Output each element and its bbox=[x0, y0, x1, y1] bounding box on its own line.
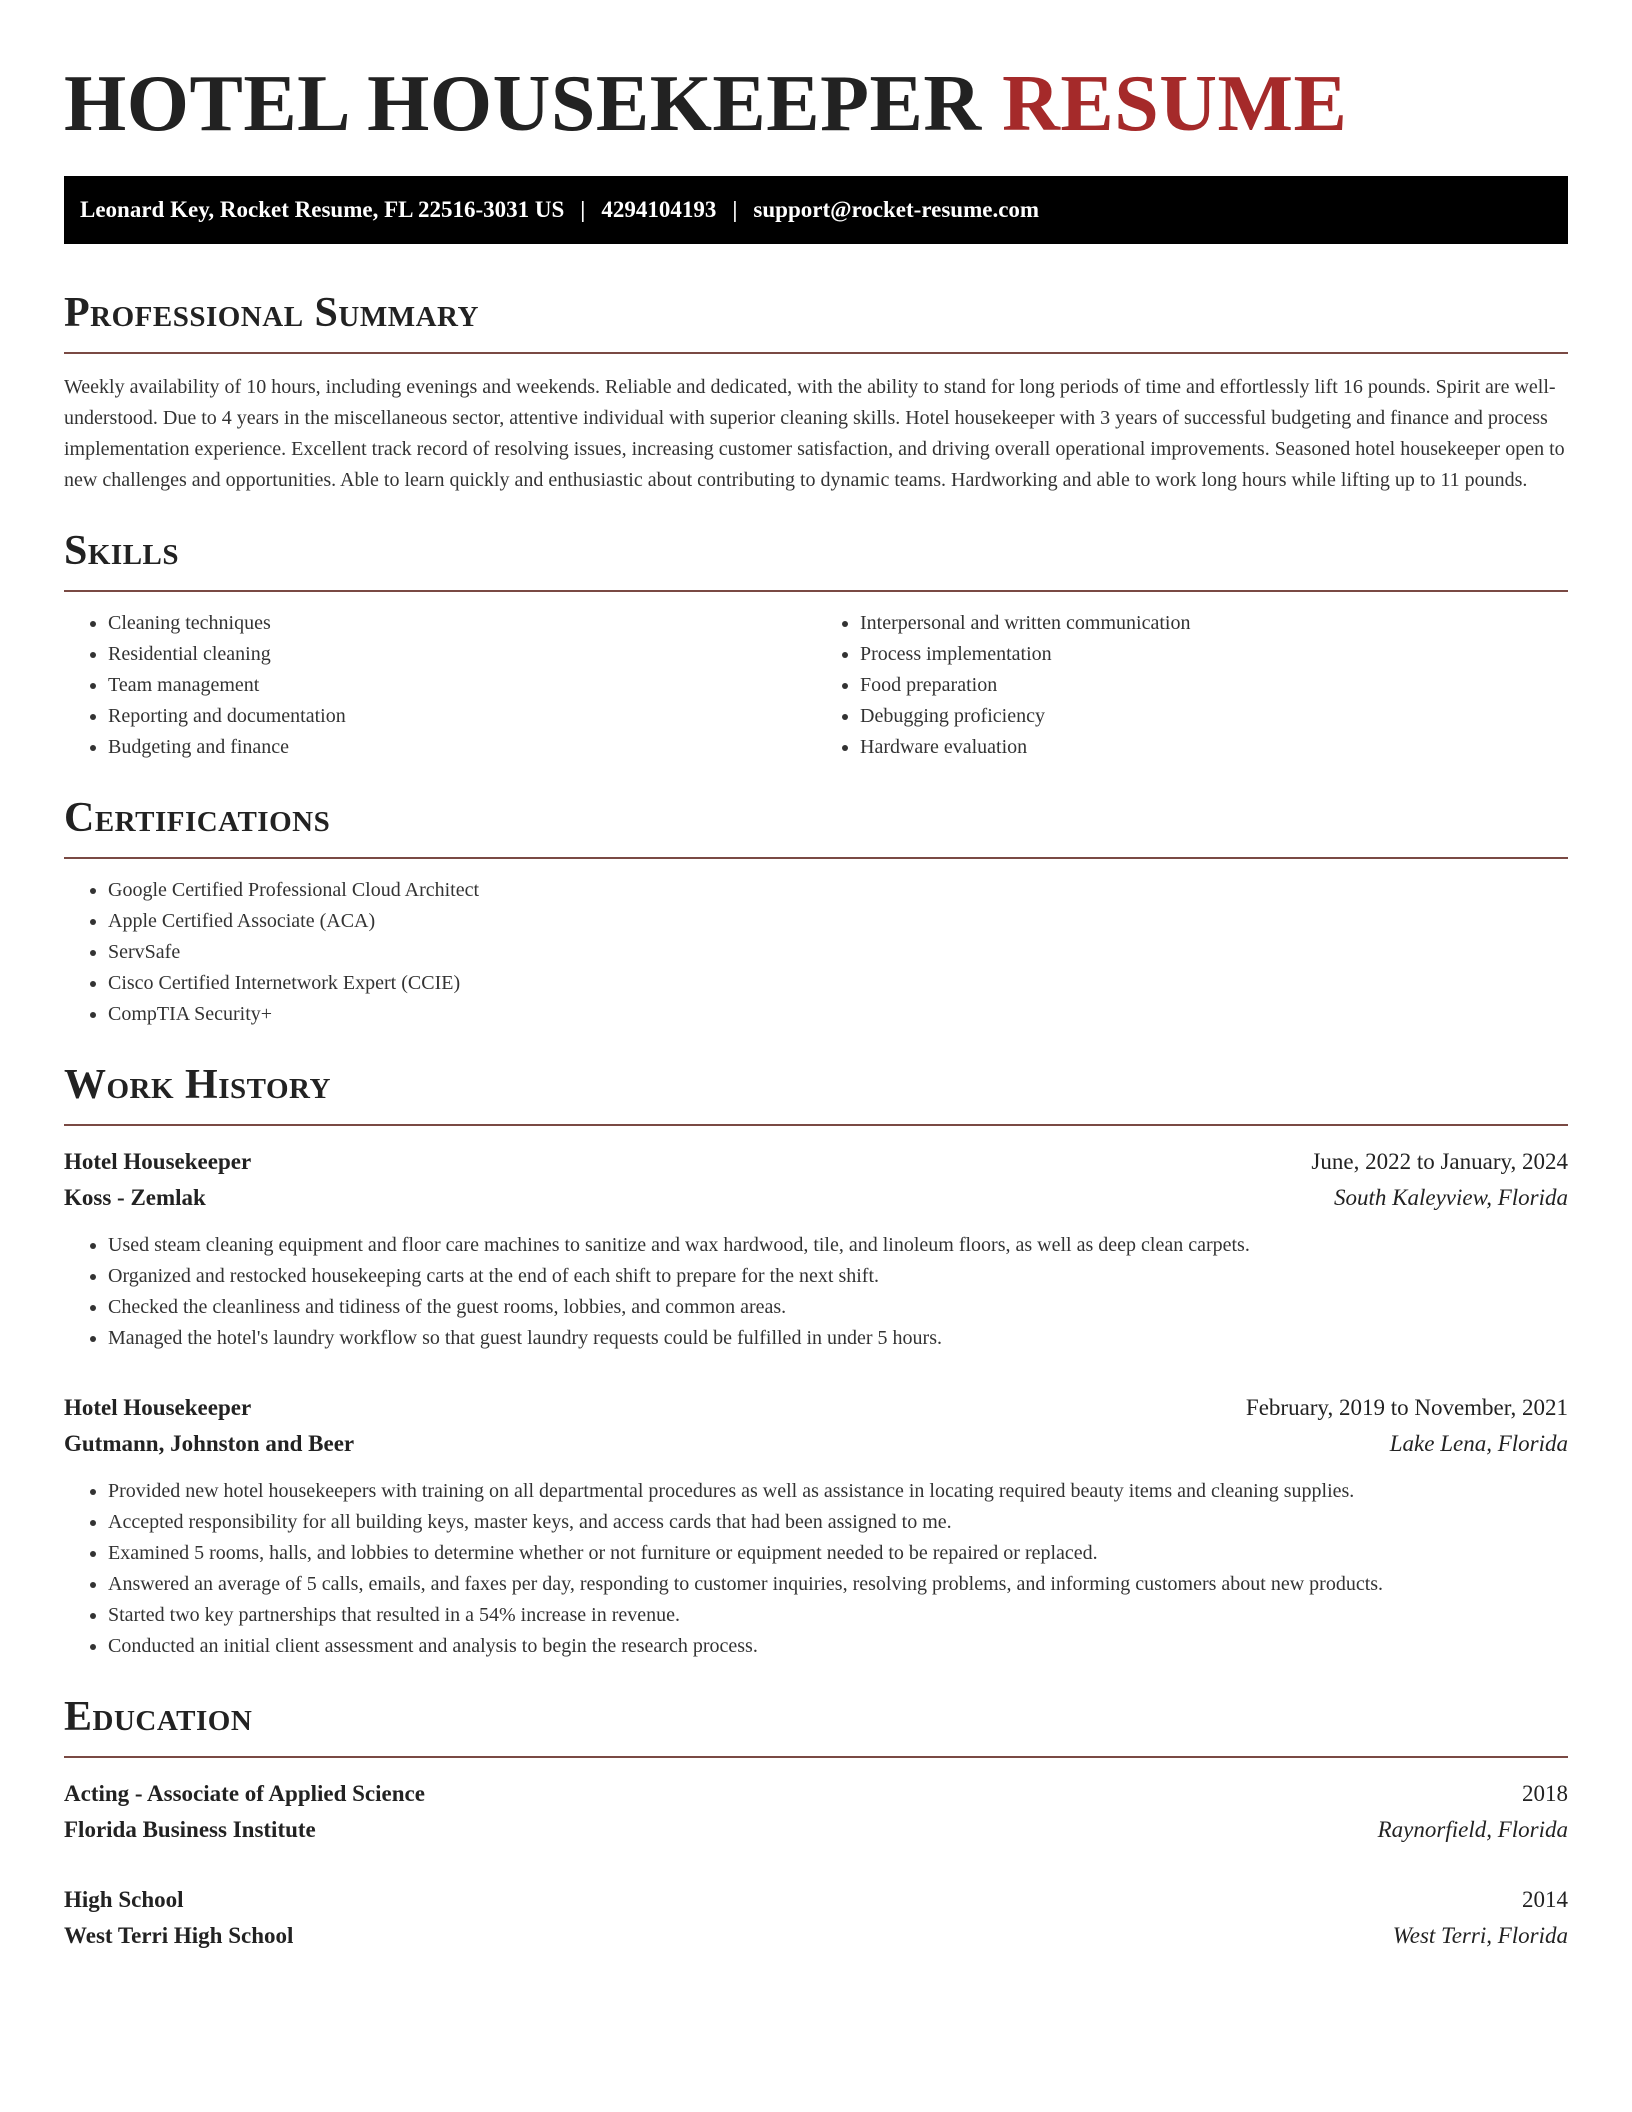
job-company: Koss - Zemlak bbox=[64, 1185, 206, 1210]
job-bullet: • Accepted responsibility for all building keys, master keys, and access cards that had been assigned to me. bbox=[108, 1507, 1568, 1538]
education-year: 2018 bbox=[1522, 1781, 1568, 1806]
contact-phone: 4294104193 bbox=[601, 197, 717, 222]
job-dates: June, 2022 to January, 2024 bbox=[1311, 1149, 1568, 1174]
job-entry bbox=[64, 1144, 1568, 1354]
section-title-skills: Skills bbox=[64, 528, 180, 574]
skill-item: • Interpersonal and written communication bbox=[860, 608, 1568, 639]
contact-separator: | bbox=[580, 197, 586, 222]
skill-item: • Debugging proficiency bbox=[860, 701, 1568, 732]
job-dates: February, 2019 to November, 2021 bbox=[1245, 1395, 1568, 1420]
job-bullet: • Used steam cleaning equipment and floor care machines to sanitize and wax hardwood, tile, and linoleum floors, as well as deep clean carpets. bbox=[108, 1230, 1568, 1261]
certification-item: • Google Certified Professional Cloud Architect bbox=[108, 875, 1568, 906]
resume-title bbox=[64, 56, 1568, 152]
education-header-row bbox=[64, 1776, 1568, 1812]
section-divider bbox=[64, 352, 1568, 354]
job-company-row bbox=[64, 1426, 1568, 1462]
skill-item: • Food preparation bbox=[860, 670, 1568, 701]
certification-item: • Apple Certified Associate (ACA) bbox=[108, 906, 1568, 937]
certification-item: • CompTIA Security+ bbox=[108, 999, 1568, 1030]
education-degree: Acting - Associate of Applied Science bbox=[64, 1781, 425, 1806]
job-bullet: • Managed the hotel's laundry workflow so that guest laundry requests could be fulfilled in under 5 hours. bbox=[108, 1323, 1568, 1354]
job-bullet: • Started two key partnerships that resulted in a 54% increase in revenue. bbox=[108, 1600, 1568, 1631]
job-company-row bbox=[64, 1180, 1568, 1216]
job-bullets bbox=[64, 1230, 1568, 1354]
certifications-section bbox=[64, 793, 1568, 1030]
contact-separator: | bbox=[732, 197, 738, 222]
job-bullet: • Provided new hotel housekeepers with training on all departmental procedures as well as assistance in locating required beauty items and cleaning supplies. bbox=[108, 1476, 1568, 1507]
job-header-row bbox=[64, 1390, 1568, 1426]
skill-item: • Reporting and documentation bbox=[108, 701, 816, 732]
education-location: Raynorfield, Florida bbox=[1377, 1817, 1568, 1842]
job-entry bbox=[64, 1390, 1568, 1662]
job-bullet: • Organized and restocked housekeeping carts at the end of each shift to prepare for the next shift. bbox=[108, 1261, 1568, 1292]
job-bullet: • Checked the cleanliness and tidiness of the guest rooms, lobbies, and common areas. bbox=[108, 1292, 1568, 1323]
contact-bar bbox=[64, 176, 1568, 244]
job-header-row bbox=[64, 1144, 1568, 1180]
job-bullet: • Conducted an initial client assessment and analysis to begin the research process. bbox=[108, 1631, 1568, 1662]
work-history-section bbox=[64, 1060, 1568, 1662]
section-title-education: Education bbox=[64, 1694, 253, 1740]
education-degree: High School bbox=[64, 1887, 184, 1912]
job-role: Hotel Housekeeper bbox=[64, 1395, 252, 1420]
education-entry bbox=[64, 1776, 1568, 1848]
certification-item: • ServSafe bbox=[108, 937, 1568, 968]
job-bullet: • Examined 5 rooms, halls, and lobbies to determine whether or not furniture or equipment needed to be repaired or replaced. bbox=[108, 1538, 1568, 1569]
skill-item: • Budgeting and finance bbox=[108, 732, 816, 763]
skills-list-right bbox=[816, 608, 1568, 763]
skill-item: • Team management bbox=[108, 670, 816, 701]
skills-grid bbox=[64, 592, 1568, 763]
education-section bbox=[64, 1692, 1568, 1954]
section-divider bbox=[64, 857, 1568, 859]
job-bullets bbox=[64, 1476, 1568, 1662]
contact-email: support@rocket-resume.com bbox=[753, 197, 1040, 222]
job-company: Gutmann, Johnston and Beer bbox=[64, 1431, 355, 1456]
section-title-summary: Professional Summary bbox=[64, 290, 479, 336]
skill-item: • Residential cleaning bbox=[108, 639, 816, 670]
job-bullet: • Answered an average of 5 calls, emails, and faxes per day, responding to customer inquiries, resolving problems, and informing customers about new products. bbox=[108, 1569, 1568, 1600]
contact-address: Leonard Key, Rocket Resume, FL 22516-3031 US bbox=[80, 197, 565, 222]
job-role: Hotel Housekeeper bbox=[64, 1149, 252, 1174]
education-school: Florida Business Institute bbox=[64, 1817, 316, 1842]
summary-section bbox=[64, 288, 1568, 496]
summary-text: Weekly availability of 10 hours, including evenings and weekends. Reliable and dedicated, with the ability to stand for long periods of time and effortlessly lift 16 pounds. Spirit are well-understood. Due to 4 years in the miscellaneous sector, attentive individual with superior cleaning skills. Hotel housekeeper with 3 years of successful budgeting and finance and process implementation experience. Excellent track record of resolving issues, increasing customer satisfaction, and driving overall operational improvements. Seasoned hotel housekeeper open to new challenges and opportunities. Able to learn quickly and enthusiastic about contributing to dynamic teams. Hardworking and able to work long hours while lifting up to 11 pounds. bbox=[64, 376, 1565, 491]
section-divider bbox=[64, 1756, 1568, 1758]
certifications-list bbox=[64, 875, 1568, 1030]
section-title-certifications: Certifications bbox=[64, 795, 331, 841]
job-location: Lake Lena, Florida bbox=[1389, 1431, 1568, 1456]
skill-item: • Process implementation bbox=[860, 639, 1568, 670]
education-location: West Terri, Florida bbox=[1392, 1923, 1568, 1948]
title-accent: RESUME bbox=[1002, 60, 1348, 148]
education-header-row bbox=[64, 1882, 1568, 1918]
section-title-work-history: Work History bbox=[64, 1062, 331, 1108]
skills-section bbox=[64, 526, 1568, 763]
education-school-row bbox=[64, 1812, 1568, 1848]
section-divider bbox=[64, 1124, 1568, 1126]
education-school: West Terri High School bbox=[64, 1923, 294, 1948]
education-year: 2014 bbox=[1522, 1887, 1568, 1912]
skill-item: • Hardware evaluation bbox=[860, 732, 1568, 763]
education-entry bbox=[64, 1882, 1568, 1954]
education-school-row bbox=[64, 1918, 1568, 1954]
job-location: South Kaleyview, Florida bbox=[1333, 1185, 1568, 1210]
skills-list-left bbox=[64, 608, 816, 763]
skill-item: • Cleaning techniques bbox=[108, 608, 816, 639]
certification-item: • Cisco Certified Internetwork Expert (CCIE) bbox=[108, 968, 1568, 999]
title-main: HOTEL HOUSEKEEPER bbox=[64, 60, 982, 148]
